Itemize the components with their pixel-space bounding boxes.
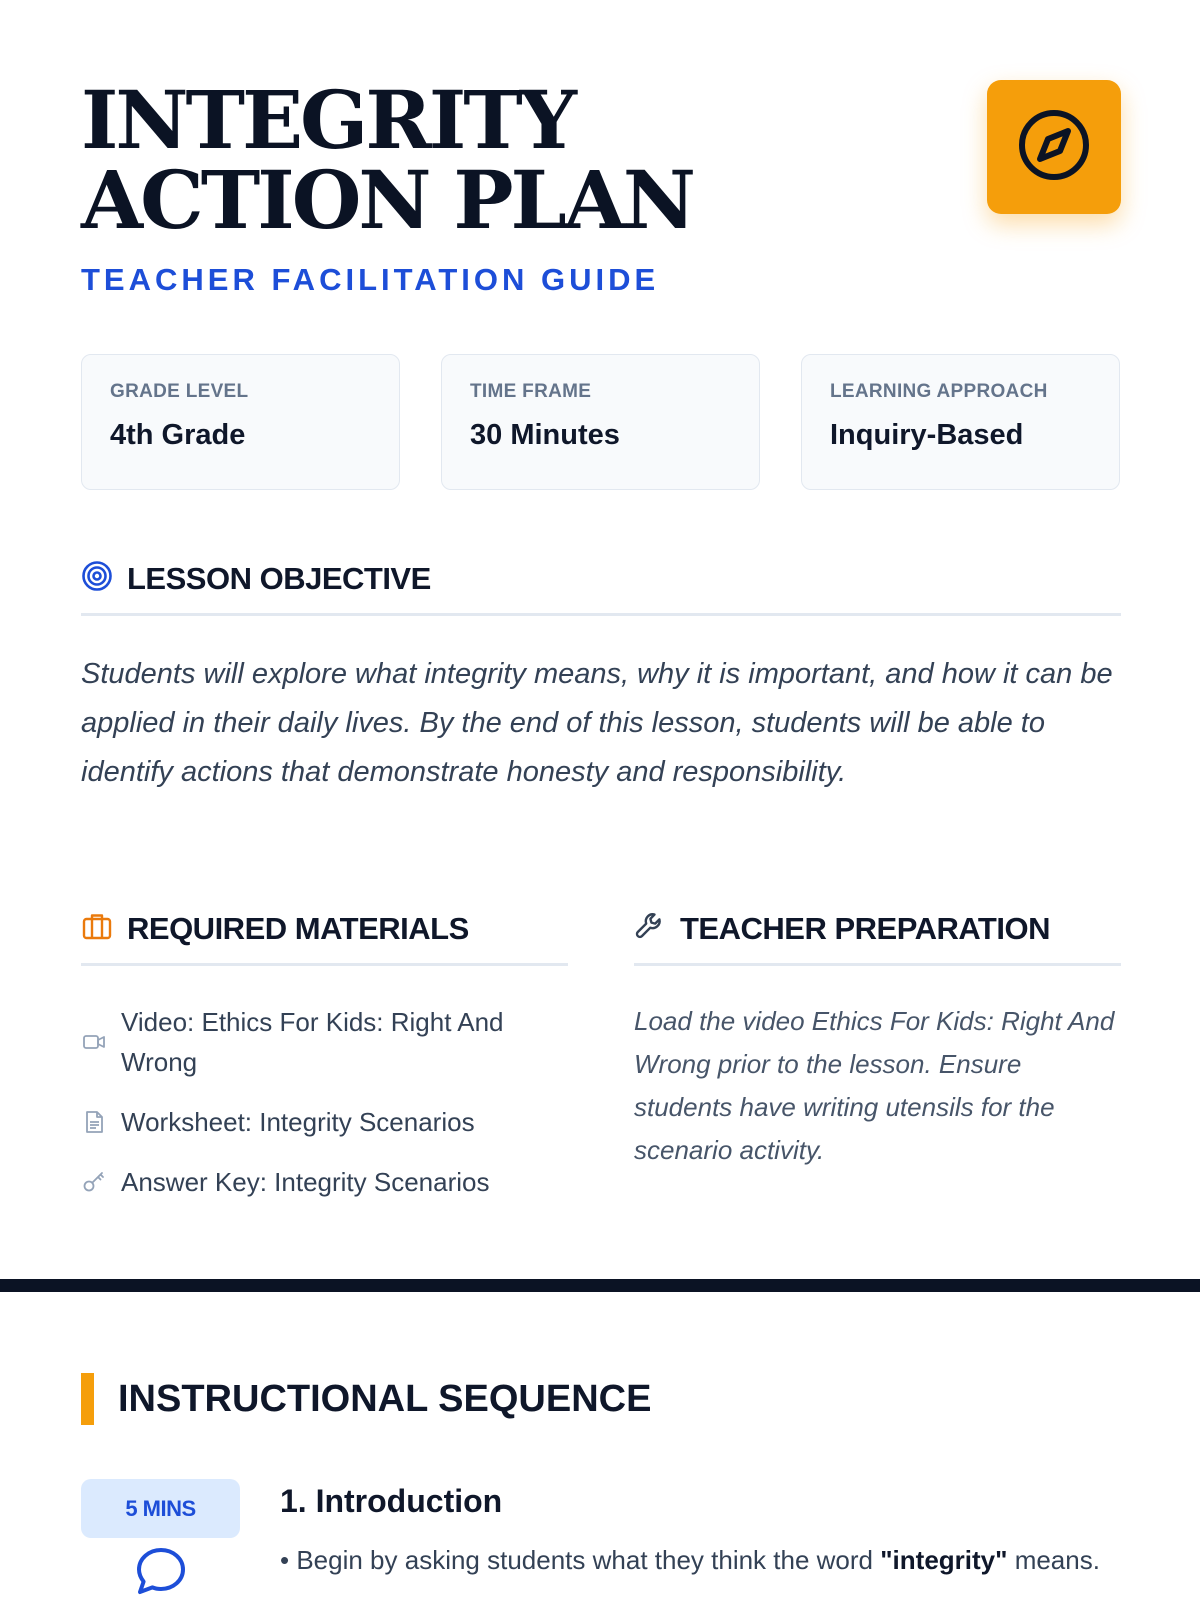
step-text-part: • Begin by asking students what they think the word [280,1545,881,1575]
header [81,73,1121,298]
info-cards [81,354,1121,490]
accent-bar [81,1373,94,1425]
step-text [280,1540,1120,1580]
chat-bubble-icon [134,1545,188,1600]
step-duration-badge: 5 MINS [81,1479,240,1538]
material-item [81,1102,568,1142]
page-title: INTEGRITY ACTION PLAN [81,73,693,247]
material-item-label: Video: Ethics For Kids: Right And Wrong [121,1007,504,1077]
video-icon [81,1030,107,1054]
section-title: TEACHER PREPARATION [680,910,1050,946]
info-card-grade-level [81,354,400,490]
info-card-label: LEARNING APPROACH [830,381,1048,402]
compass-badge [987,80,1121,214]
info-card-value: 30 Minutes [470,419,620,451]
section-title: INSTRUCTIONAL SEQUENCE [118,1377,652,1420]
step-text-keyword: "integrity" [880,1545,1008,1575]
section-title: REQUIRED MATERIALS [127,910,469,946]
section-title: LESSON OBJECTIVE [127,560,431,596]
info-card-value: Inquiry-Based [830,419,1024,451]
info-card-label: GRADE LEVEL [110,381,249,402]
material-item [81,1002,568,1082]
step-text-part: means. [1007,1545,1100,1575]
step-title: 1. Introduction [280,1483,503,1519]
info-card-time-frame [441,354,760,490]
section-divider [0,1279,1200,1292]
briefcase-icon [81,910,113,947]
material-item-label: Answer Key: Integrity Scenarios [121,1167,490,1197]
material-item-label: Worksheet: Integrity Scenarios [121,1107,475,1137]
info-card-label: TIME FRAME [470,381,592,402]
instructional-sequence-heading [81,1373,651,1425]
info-card-value: 4th Grade [110,419,246,451]
wrench-icon [634,910,666,947]
target-icon [81,560,113,597]
materials-list [81,1002,568,1222]
teacher-preparation-heading [634,910,1121,966]
material-item [81,1162,568,1202]
teacher-preparation-text: Load the video Ethics For Kids: Right And Wrong prior to the lesson. Ensure students have writing utensils for the scenario activity. [634,1006,1115,1165]
info-card-learning-approach [801,354,1120,490]
lesson-objective-text: Students will explore what integrity means, why it is important, and how it can be applied in their daily lives. By the end of this lesson, students will be able to identify actions that demonstrate honesty and responsibility. [81,658,1113,788]
compass-icon [1016,107,1092,188]
key-icon [81,1170,107,1194]
document-icon [81,1110,107,1134]
lesson-objective-heading [81,560,1121,616]
page-subtitle: TEACHER FACILITATION GUIDE [81,262,660,297]
required-materials-heading [81,910,568,966]
